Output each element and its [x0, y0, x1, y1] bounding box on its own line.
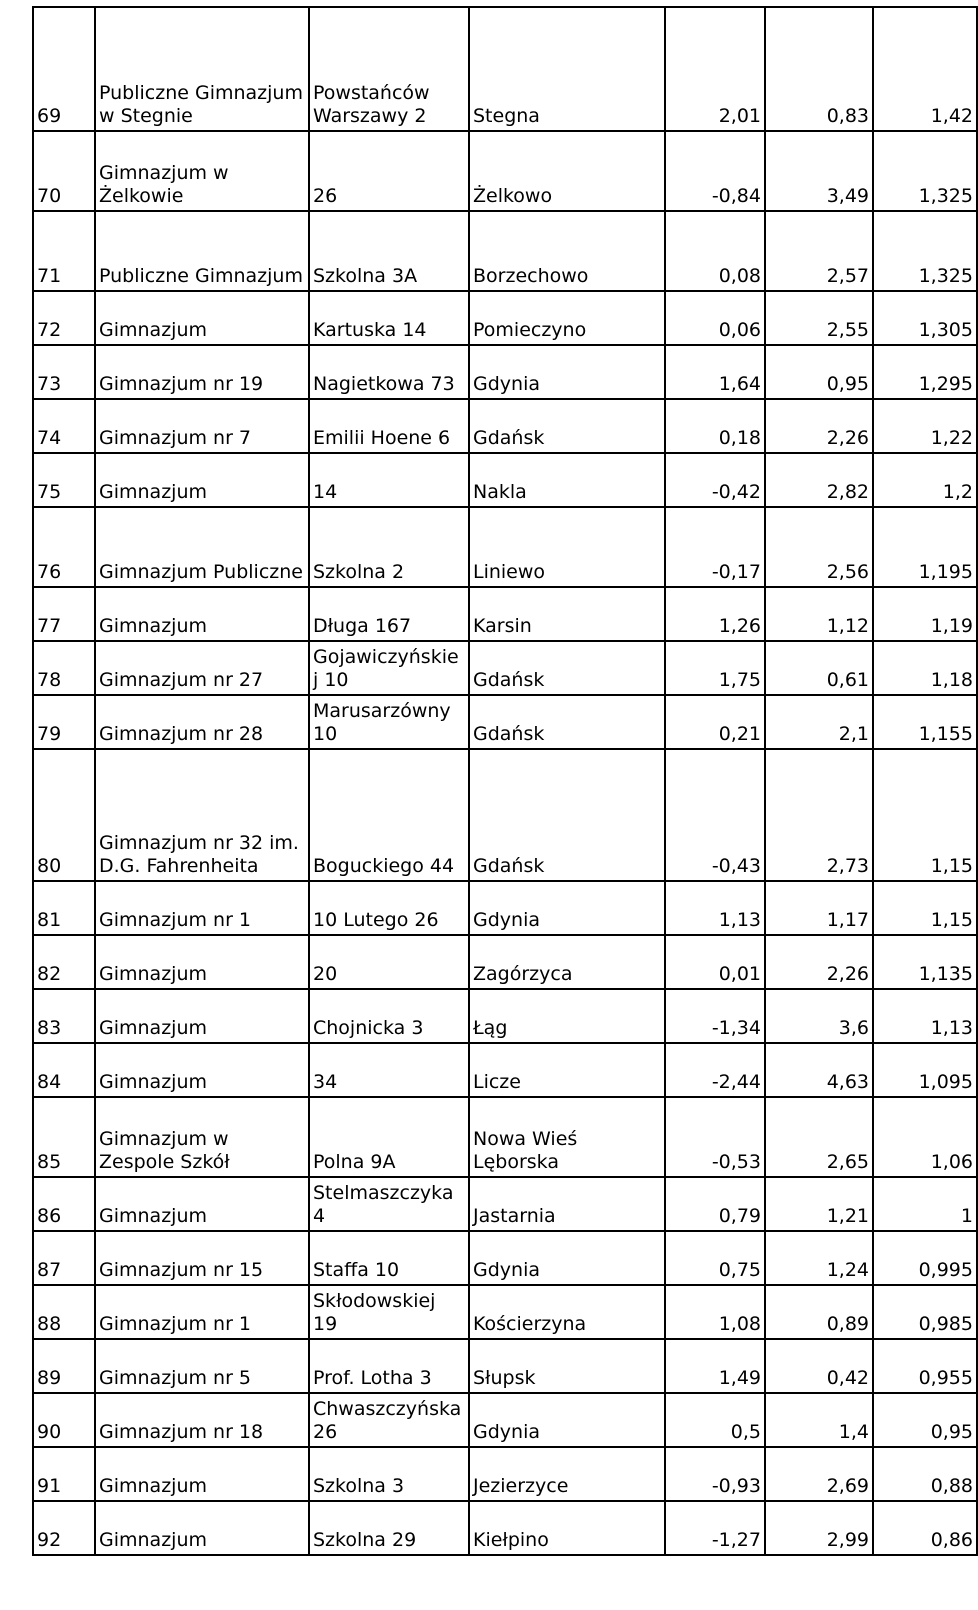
value-a: -0,43 [665, 749, 765, 881]
schools-table [32, 6, 978, 1556]
row-index: 89 [33, 1339, 95, 1393]
value-b: 3,6 [765, 989, 873, 1043]
value-c: 0,86 [873, 1501, 977, 1555]
value-a: -0,93 [665, 1447, 765, 1501]
street-address: Skłodowskiej 19 [309, 1285, 469, 1339]
value-c: 1,42 [873, 7, 977, 131]
street-address: Chojnicka 3 [309, 989, 469, 1043]
row-index: 87 [33, 1231, 95, 1285]
value-c: 1 [873, 1177, 977, 1231]
value-a: 1,26 [665, 587, 765, 641]
value-b: 2,1 [765, 695, 873, 749]
school-name: Publiczne Gimnazjum [95, 211, 309, 291]
city-name: Gdańsk [469, 695, 665, 749]
street-address: Polna 9A [309, 1097, 469, 1177]
city-name: Gdańsk [469, 399, 665, 453]
school-name: Gimnazjum [95, 291, 309, 345]
table-row [33, 1097, 977, 1177]
school-name: Gimnazjum [95, 587, 309, 641]
value-b: 2,57 [765, 211, 873, 291]
value-b: 2,73 [765, 749, 873, 881]
value-c: 1,135 [873, 935, 977, 989]
street-address: Nagietkowa 73 [309, 345, 469, 399]
city-name: Zagórzyca [469, 935, 665, 989]
city-name: Pomieczyno [469, 291, 665, 345]
table-row [33, 881, 977, 935]
city-name: Karsin [469, 587, 665, 641]
school-name: Gimnazjum nr 28 [95, 695, 309, 749]
table-row [33, 399, 977, 453]
row-index: 90 [33, 1393, 95, 1447]
school-name: Gimnazjum w Zespole Szkół [95, 1097, 309, 1177]
value-c: 0,985 [873, 1285, 977, 1339]
value-b: 1,21 [765, 1177, 873, 1231]
value-a: 0,5 [665, 1393, 765, 1447]
school-name: Gimnazjum nr 1 [95, 881, 309, 935]
row-index: 76 [33, 507, 95, 587]
school-name: Publiczne Gimnazjum w Stegnie [95, 7, 309, 131]
city-name: Kościerzyna [469, 1285, 665, 1339]
value-c: 0,995 [873, 1231, 977, 1285]
value-b: 2,55 [765, 291, 873, 345]
table-row [33, 211, 977, 291]
value-c: 1,2 [873, 453, 977, 507]
table-row [33, 1447, 977, 1501]
school-name: Gimnazjum nr 15 [95, 1231, 309, 1285]
street-address: Długa 167 [309, 587, 469, 641]
school-name: Gimnazjum nr 18 [95, 1393, 309, 1447]
value-c: 0,88 [873, 1447, 977, 1501]
value-b: 2,99 [765, 1501, 873, 1555]
value-b: 0,89 [765, 1285, 873, 1339]
value-c: 1,325 [873, 131, 977, 211]
value-a: 1,75 [665, 641, 765, 695]
school-name: Gimnazjum [95, 1177, 309, 1231]
value-c: 1,22 [873, 399, 977, 453]
value-c: 1,095 [873, 1043, 977, 1097]
table-row [33, 1393, 977, 1447]
city-name: Jastarnia [469, 1177, 665, 1231]
value-a: 0,08 [665, 211, 765, 291]
city-name: Gdańsk [469, 641, 665, 695]
value-c: 1,15 [873, 749, 977, 881]
value-a: 0,06 [665, 291, 765, 345]
table-row [33, 641, 977, 695]
school-name: Gimnazjum [95, 1447, 309, 1501]
value-b: 1,17 [765, 881, 873, 935]
table-row [33, 1043, 977, 1097]
school-name: Gimnazjum nr 19 [95, 345, 309, 399]
value-c: 0,955 [873, 1339, 977, 1393]
street-address: 14 [309, 453, 469, 507]
table-row [33, 345, 977, 399]
city-name: Jezierzyce [469, 1447, 665, 1501]
city-name: Licze [469, 1043, 665, 1097]
row-index: 77 [33, 587, 95, 641]
city-name: Łąg [469, 989, 665, 1043]
school-name: Gimnazjum Publiczne [95, 507, 309, 587]
street-address: Chwaszczyńska 26 [309, 1393, 469, 1447]
value-a: -0,84 [665, 131, 765, 211]
value-b: 0,95 [765, 345, 873, 399]
table-row [33, 291, 977, 345]
street-address: Stelmaszczyka 4 [309, 1177, 469, 1231]
table-row [33, 1285, 977, 1339]
value-c: 1,15 [873, 881, 977, 935]
row-index: 85 [33, 1097, 95, 1177]
row-index: 72 [33, 291, 95, 345]
value-b: 1,24 [765, 1231, 873, 1285]
value-c: 1,155 [873, 695, 977, 749]
value-a: 0,21 [665, 695, 765, 749]
value-b: 0,83 [765, 7, 873, 131]
value-a: 1,64 [665, 345, 765, 399]
city-name: Borzechowo [469, 211, 665, 291]
value-a: 1,13 [665, 881, 765, 935]
table-body [33, 7, 977, 1555]
table-row [33, 7, 977, 131]
street-address: Szkolna 3 [309, 1447, 469, 1501]
value-a: 2,01 [665, 7, 765, 131]
value-a: -0,17 [665, 507, 765, 587]
city-name: Stegna [469, 7, 665, 131]
value-a: -2,44 [665, 1043, 765, 1097]
value-c: 1,18 [873, 641, 977, 695]
table-row [33, 989, 977, 1043]
street-address: Staffa 10 [309, 1231, 469, 1285]
table-row [33, 1177, 977, 1231]
value-b: 2,69 [765, 1447, 873, 1501]
row-index: 69 [33, 7, 95, 131]
table-row [33, 1501, 977, 1555]
value-a: 0,75 [665, 1231, 765, 1285]
value-b: 2,56 [765, 507, 873, 587]
row-index: 71 [33, 211, 95, 291]
value-a: -0,53 [665, 1097, 765, 1177]
street-address: 20 [309, 935, 469, 989]
value-a: 0,18 [665, 399, 765, 453]
school-name: Gimnazjum w Żelkowie [95, 131, 309, 211]
city-name: Nakla [469, 453, 665, 507]
row-index: 92 [33, 1501, 95, 1555]
row-index: 80 [33, 749, 95, 881]
school-name: Gimnazjum nr 32 im. D.G. Fahrenheita [95, 749, 309, 881]
value-c: 1,19 [873, 587, 977, 641]
value-b: 3,49 [765, 131, 873, 211]
row-index: 75 [33, 453, 95, 507]
value-b: 2,26 [765, 935, 873, 989]
city-name: Gdynia [469, 1231, 665, 1285]
school-name: Gimnazjum [95, 453, 309, 507]
value-c: 0,95 [873, 1393, 977, 1447]
row-index: 81 [33, 881, 95, 935]
table-row [33, 131, 977, 211]
street-address: Boguckiego 44 [309, 749, 469, 881]
table-row [33, 935, 977, 989]
row-index: 74 [33, 399, 95, 453]
table-row [33, 453, 977, 507]
street-address: Marusarzówny 10 [309, 695, 469, 749]
row-index: 79 [33, 695, 95, 749]
city-name: Nowa Wieś Lęborska [469, 1097, 665, 1177]
value-c: 1,06 [873, 1097, 977, 1177]
table-row [33, 507, 977, 587]
table-row [33, 1339, 977, 1393]
value-a: 1,08 [665, 1285, 765, 1339]
school-name: Gimnazjum nr 27 [95, 641, 309, 695]
value-c: 1,195 [873, 507, 977, 587]
value-b: 2,82 [765, 453, 873, 507]
city-name: Słupsk [469, 1339, 665, 1393]
table-row [33, 749, 977, 881]
row-index: 86 [33, 1177, 95, 1231]
row-index: 70 [33, 131, 95, 211]
school-name: Gimnazjum nr 5 [95, 1339, 309, 1393]
city-name: Gdynia [469, 881, 665, 935]
street-address: Gojawiczyńskie j 10 [309, 641, 469, 695]
row-index: 78 [33, 641, 95, 695]
street-address: 10 Lutego 26 [309, 881, 469, 935]
street-address: Szkolna 2 [309, 507, 469, 587]
city-name: Gdańsk [469, 749, 665, 881]
street-address: Kartuska 14 [309, 291, 469, 345]
value-b: 0,61 [765, 641, 873, 695]
value-a: -1,27 [665, 1501, 765, 1555]
city-name: Gdynia [469, 1393, 665, 1447]
value-b: 4,63 [765, 1043, 873, 1097]
school-name: Gimnazjum nr 7 [95, 399, 309, 453]
value-a: 1,49 [665, 1339, 765, 1393]
value-b: 2,26 [765, 399, 873, 453]
value-a: -1,34 [665, 989, 765, 1043]
school-name: Gimnazjum [95, 935, 309, 989]
table-row [33, 1231, 977, 1285]
row-index: 82 [33, 935, 95, 989]
city-name: Żelkowo [469, 131, 665, 211]
school-name: Gimnazjum [95, 1501, 309, 1555]
street-address: Szkolna 3A [309, 211, 469, 291]
value-b: 0,42 [765, 1339, 873, 1393]
street-address: Prof. Lotha 3 [309, 1339, 469, 1393]
value-b: 2,65 [765, 1097, 873, 1177]
row-index: 83 [33, 989, 95, 1043]
value-c: 1,13 [873, 989, 977, 1043]
row-index: 88 [33, 1285, 95, 1339]
school-name: Gimnazjum nr 1 [95, 1285, 309, 1339]
value-c: 1,305 [873, 291, 977, 345]
street-address: Szkolna 29 [309, 1501, 469, 1555]
street-address: Emilii Hoene 6 [309, 399, 469, 453]
value-a: 0,01 [665, 935, 765, 989]
row-index: 91 [33, 1447, 95, 1501]
table-row [33, 695, 977, 749]
value-c: 1,325 [873, 211, 977, 291]
street-address: 34 [309, 1043, 469, 1097]
city-name: Kiełpino [469, 1501, 665, 1555]
value-b: 1,4 [765, 1393, 873, 1447]
table-row [33, 587, 977, 641]
city-name: Liniewo [469, 507, 665, 587]
row-index: 84 [33, 1043, 95, 1097]
street-address: 26 [309, 131, 469, 211]
row-index: 73 [33, 345, 95, 399]
value-c: 1,295 [873, 345, 977, 399]
value-b: 1,12 [765, 587, 873, 641]
school-name: Gimnazjum [95, 989, 309, 1043]
city-name: Gdynia [469, 345, 665, 399]
school-name: Gimnazjum [95, 1043, 309, 1097]
value-a: 0,79 [665, 1177, 765, 1231]
street-address: Powstańców Warszawy 2 [309, 7, 469, 131]
value-a: -0,42 [665, 453, 765, 507]
